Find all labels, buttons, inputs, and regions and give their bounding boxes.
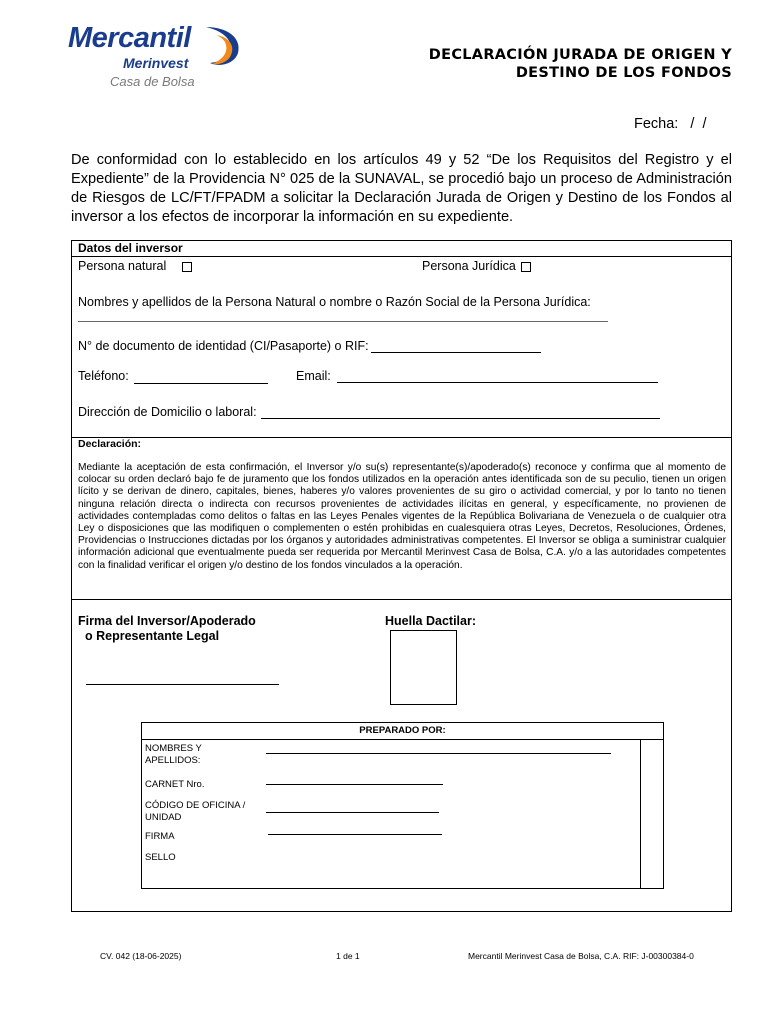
codigo-oficina-input-line[interactable] (266, 812, 439, 813)
persona-juridica-label: Persona Jurídica (422, 259, 516, 273)
codigo-oficina-label-line-2: UNIDAD (145, 811, 182, 823)
direccion-label: Dirección de Domicilio o laboral: (78, 405, 257, 419)
footer-company: Mercantil Merinvest Casa de Bolsa, C.A. RIF: J-00300384-0 (468, 951, 694, 961)
codigo-oficina-label (145, 800, 245, 823)
telefono-input-line[interactable] (134, 383, 268, 384)
email-label: Email: (296, 369, 331, 383)
divider (71, 437, 732, 438)
firma-label (78, 614, 256, 643)
nombres-apellidos-input-line[interactable] (266, 753, 611, 754)
documento-label: N° de documento de identidad (CI/Pasaporte) o RIF: (78, 339, 369, 353)
mercantil-swoosh-icon (200, 23, 244, 67)
nombres-apellidos-label (145, 743, 202, 766)
direccion-input-line[interactable] (261, 418, 660, 419)
nombres-input-line[interactable] (78, 321, 608, 322)
title-line-2: DESTINO DE LOS FONDOS (515, 65, 732, 81)
nombres-apellidos-label-line-1: NOMBRES Y (145, 743, 202, 754)
logo-casa-text: Casa de Bolsa (110, 74, 195, 89)
divider (71, 599, 732, 600)
intro-paragraph: De conformidad con lo establecido en los artículos 49 y 52 “De los Requisitos del Registro y el Expediente” de la Providencia N° 025 de la SUNAVAL, se procedió bajo un proceso de Administración de Riesgos de LC/FT/FPADM a solicitar la Declaración Jurada de Origen y Destino de los Fondos al inversor a los efectos de incorporar la información en su expediente. (71, 152, 732, 225)
firma-label-line-1: Firma del Inversor/Apoderado (78, 614, 256, 628)
declaration-title: Declaración: (78, 438, 142, 450)
persona-natural-checkbox[interactable] (182, 262, 192, 272)
title-line-1: DECLARACIÓN JURADA DE ORIGEN Y (428, 47, 732, 63)
date-field[interactable]: Fecha: / / (634, 116, 707, 132)
firma-label-line-2: o Representante Legal (85, 628, 220, 643)
persona-natural-label: Persona natural (78, 259, 167, 273)
firma-prep-input-line[interactable] (268, 834, 442, 835)
huella-label: Huella Dactilar: (385, 614, 477, 628)
divider (141, 739, 664, 740)
declaration-text: Mediante la aceptación de esta confirmación, el Inversor y/o su(s) representante(s)/apoderado(s) reconoce y confirma que al momento de colocar su orden declaró bajo fe de juramento que los fondos utilizados en la operación antes identificada son de su peculio, tienen un origen lícito y se derivan de dinero, capitales, bienes, haberes y/o valores provenientes de su giro o actividad comercial, y por lo tanto no tienen ninguna relación directa o indirecta con recursos provenientes de actividades ilícitas en general, y específicamente, no provienen de actividades contempladas como delitos o faltas en las Leyes Penales vigentes de la República Bolivariana de Venezuela o de cualquier otra Ley o disposiciones que las modifiquen o complementen o estén prohibidas en cualesquiera otras Leyes, Decretos, Resoluciones, Órdenes, Providencias o Instrucciones dictadas por los órganos y autoridades administrativas competentes. El Inversor se obliga a suministrar cualquier información adicional que eventualmente pueda ser requerida por Mercantil Merinvest Casa de Bolsa, C.A. y/o a las autoridades competentes con la finalidad verificar el origen y/o destino de los fondos vinculados a la operación. (78, 462, 726, 571)
divider (71, 256, 732, 257)
codigo-oficina-label-line-1: CÓDIGO DE OFICINA / (145, 800, 246, 811)
investor-section-title: Datos del inversor (78, 241, 183, 255)
telefono-label: Teléfono: (78, 369, 129, 383)
email-input-line[interactable] (337, 382, 658, 383)
document-title (429, 46, 732, 82)
nombres-apellidos-label-line-2: APELLIDOS: (145, 754, 201, 766)
carnet-input-line[interactable] (266, 784, 443, 785)
divider (640, 739, 641, 889)
firma-prep-label: FIRMA (145, 831, 175, 842)
footer-page-number: 1 de 1 (336, 951, 360, 961)
firma-signature-line[interactable] (86, 684, 279, 685)
logo-sub-text: Merinvest (123, 55, 189, 71)
nombres-label: Nombres y apellidos de la Persona Natural o nombre o Razón Social de la Persona Jurídica: (78, 295, 591, 309)
prepared-by-title: PREPARADO POR: (359, 725, 446, 736)
footer-form-code: CV. 042 (18-06-2025) (100, 951, 182, 961)
logo-brand-text: Mercantil (68, 22, 191, 54)
documento-input-line[interactable] (371, 352, 541, 353)
carnet-label: CARNET Nro. (145, 779, 205, 790)
persona-juridica-checkbox[interactable] (521, 262, 531, 272)
sello-label: SELLO (145, 852, 176, 863)
huella-box[interactable] (390, 630, 457, 705)
